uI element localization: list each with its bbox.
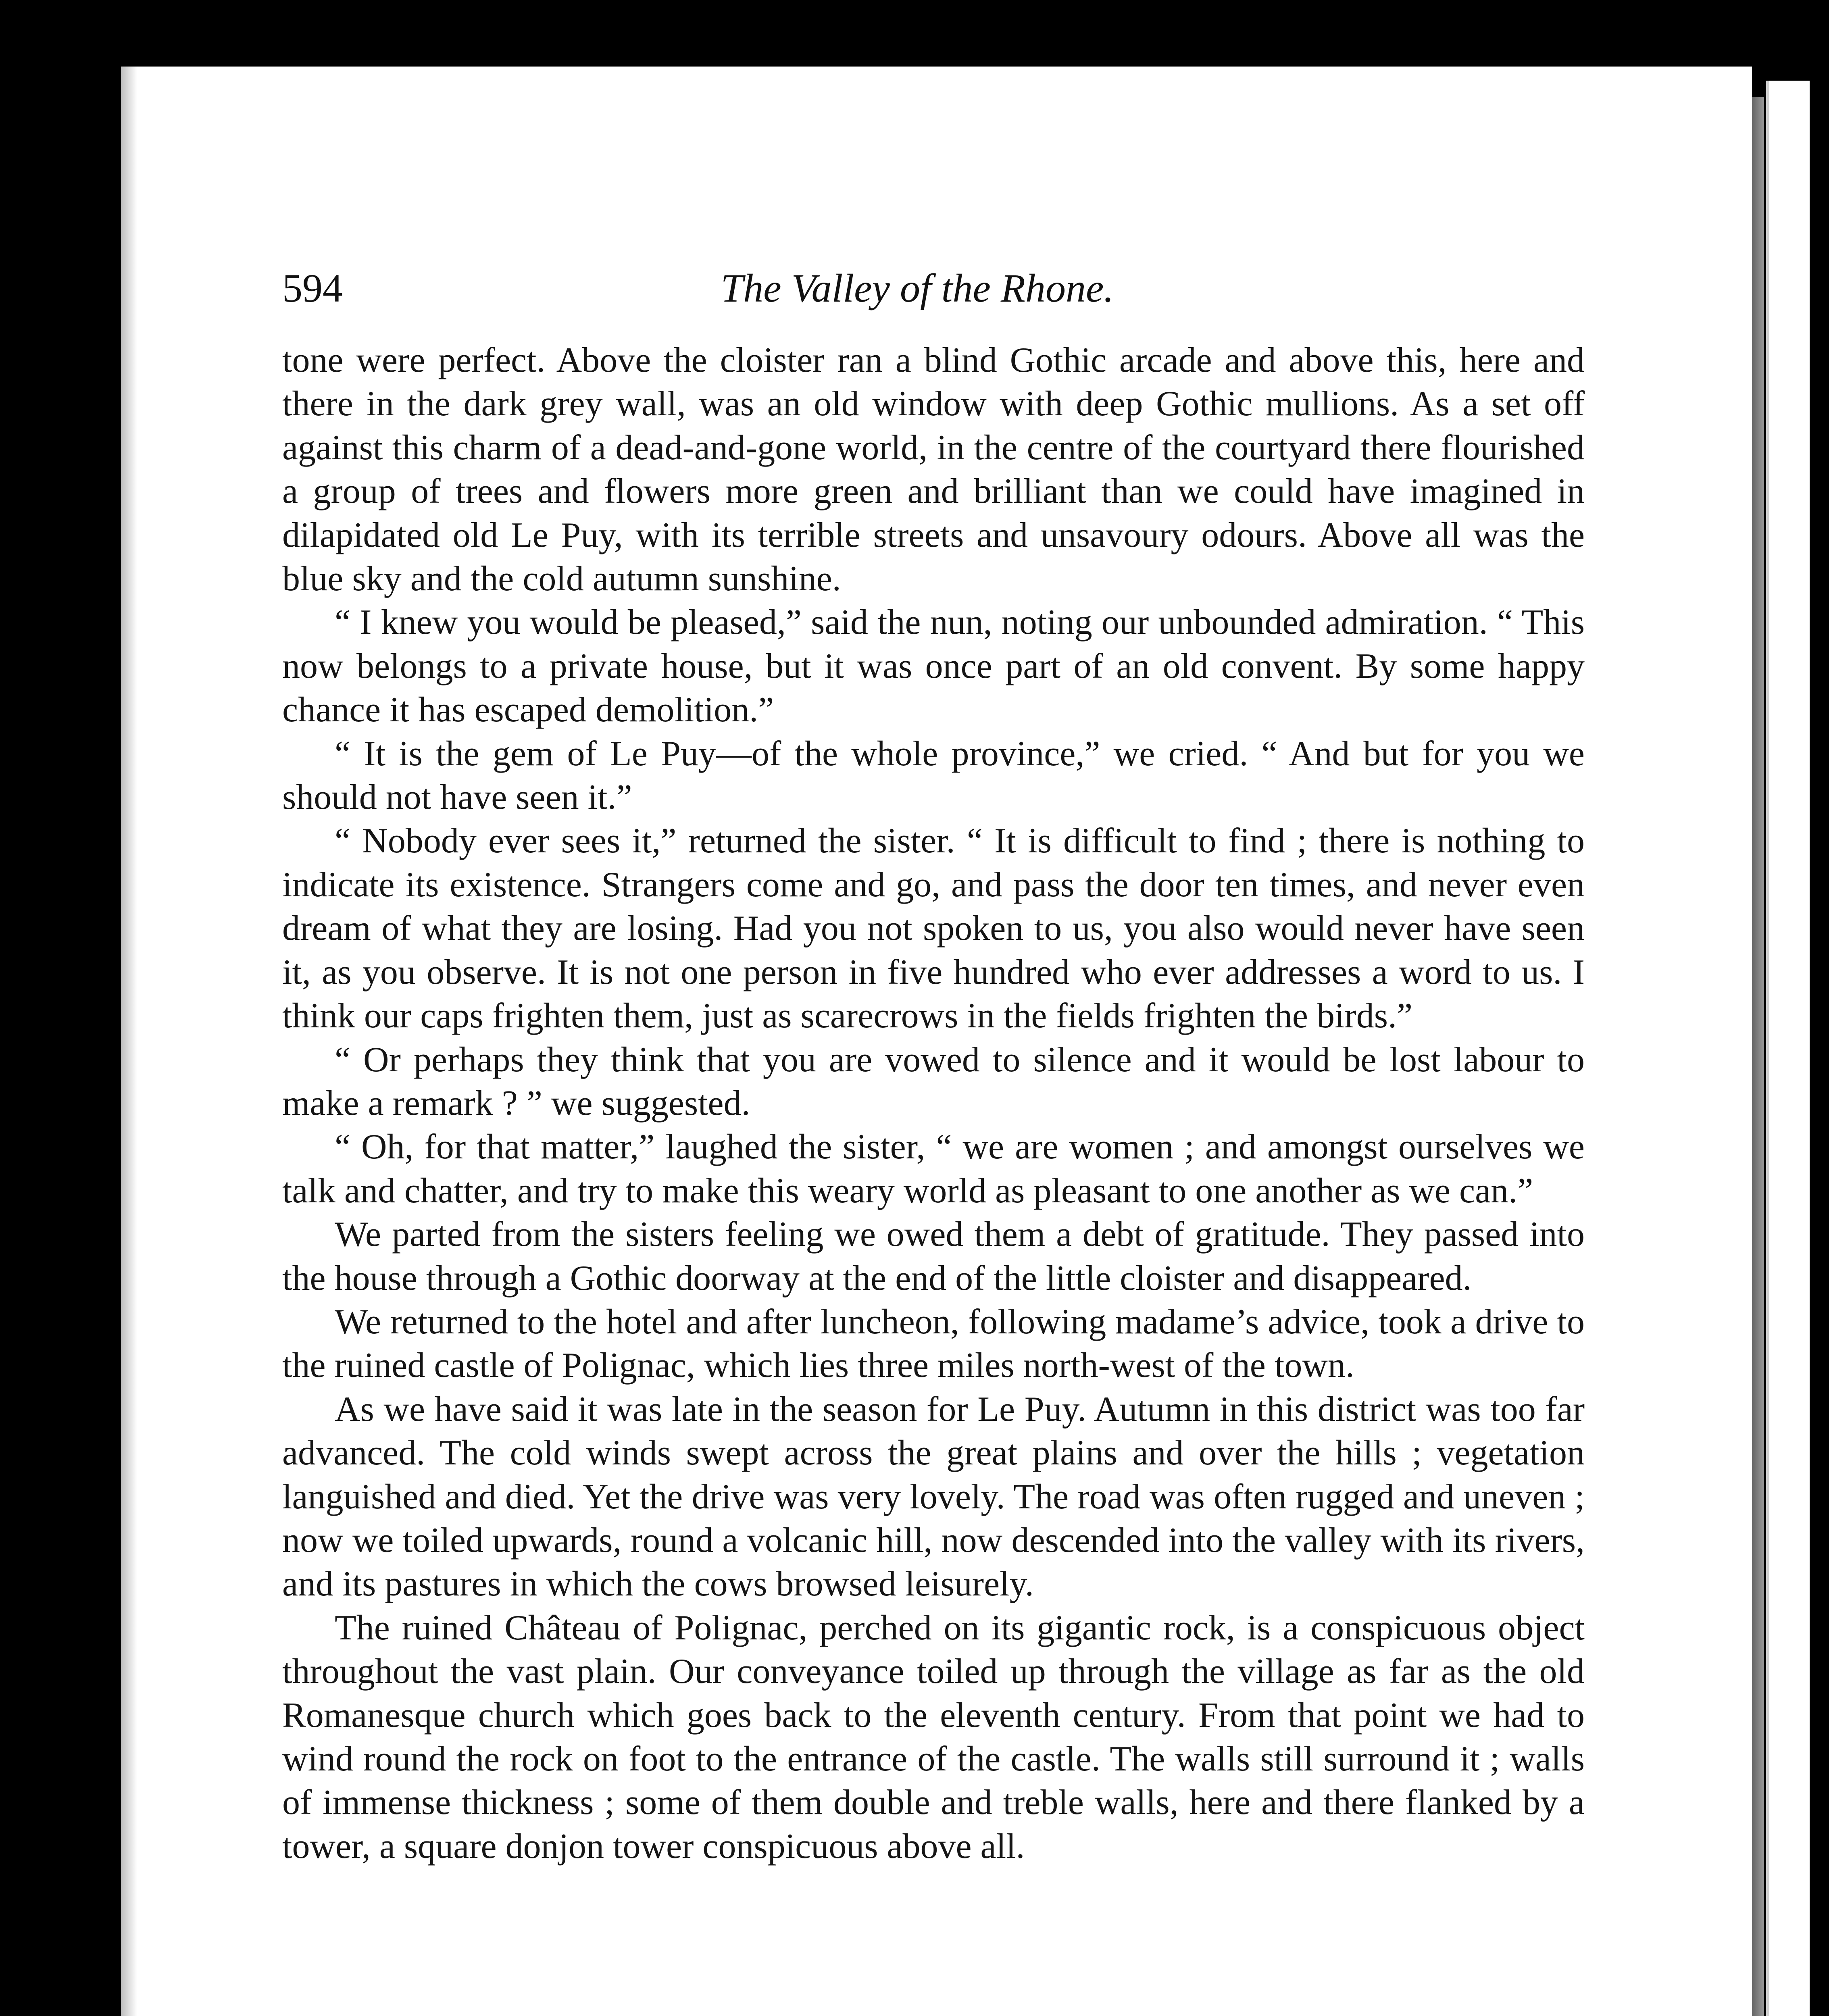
paragraph: “ Oh, for that matter,” laughed the sister, “ we are women ; and amongst ourselves we talk and chatter, and try to make this weary world as pleasant to one another as we can.” [282,1127,1585,1210]
paragraph: We parted from the sisters feeling we owed them a debt of gratitude. They passed into the house through a Gothic doorway at the end of the little cloister and disappeared. [282,1215,1585,1298]
running-head [282,262,1645,314]
paragraph: We returned to the hotel and after luncheon, following madame’s advice, took a drive to the ruined castle of Polignac, which lies three miles north-west of the town. [282,1302,1585,1385]
paragraph: “ Or perhaps they think that you are vowed to silence and it would be lost labour to make a remark ? ” we suggested. [282,1040,1585,1123]
paragraph: “ Nobody ever sees it,” returned the sister. “ It is difficult to find ; there is nothing to indicate its existence. Strangers come and go, and pass the door ten times, and never even dream of what they are losing. Had you not spoken to us, you also would never have seen it, as you observe. It is not one person in five hundred who ever addresses a word to us. I think our caps frighten them, just as scarecrows in the fields frighten the birds.” [282,821,1585,1036]
paragraph: tone were perfect. Above the cloister ran a blind Gothic arcade and above this, here and there in the dark grey wall, was an old window with deep Gothic mullions. As a set off against this charm of a dead-and-gone world, in the centre of the courtyard there flourished a group of trees and flowers more green and brilliant than we could have imagined in dilapidated old Le Puy, with its terrible streets and unsavoury odours. Above all was the blue sky and the cold autumn sunshine. [282,341,1585,599]
paragraph: “ It is the gem of Le Puy—of the whole province,” we cried. “ And but for you we should not have seen it.” [282,734,1585,817]
page-number: 594 [282,266,343,310]
page-gutter-shadow [121,67,137,2016]
next-page-edge [1766,81,1810,2016]
running-title: The Valley of the Rhone. [721,266,1114,310]
paragraph: As we have said it was late in the season for Le Puy. Autumn in this district was too far advanced. The cold winds swept across the great plains and over the hills ; vegetation languished and died. Yet the drive was very lovely. The road was often rugged and uneven ; now we toiled upwards, round a volcanic hill, now descended into the valley with its rivers, and its pastures in which the cows browsed leisurely. [282,1389,1585,1604]
paragraph: The ruined Château of Polignac, perched on its gigantic rock, is a conspicuous object throughout the vast plain. Our conveyance toiled up through the village as far as the old Romanesque church which goes back to the eleventh century. From that point we had to wind round the rock on foot to the entrance of the castle. The walls still surround it ; walls of immense thickness ; some of them double and treble walls, here and there flanked by a tower, a square donjon tower conspicuous above all. [282,1608,1585,1866]
paragraph: “ I knew you would be pleased,” said the nun, noting our unbounded admiration. “ This now belongs to a private house, but it was once part of an old convent. By some happy chance it has escaped demolition.” [282,603,1585,730]
body-text [282,339,1585,1868]
